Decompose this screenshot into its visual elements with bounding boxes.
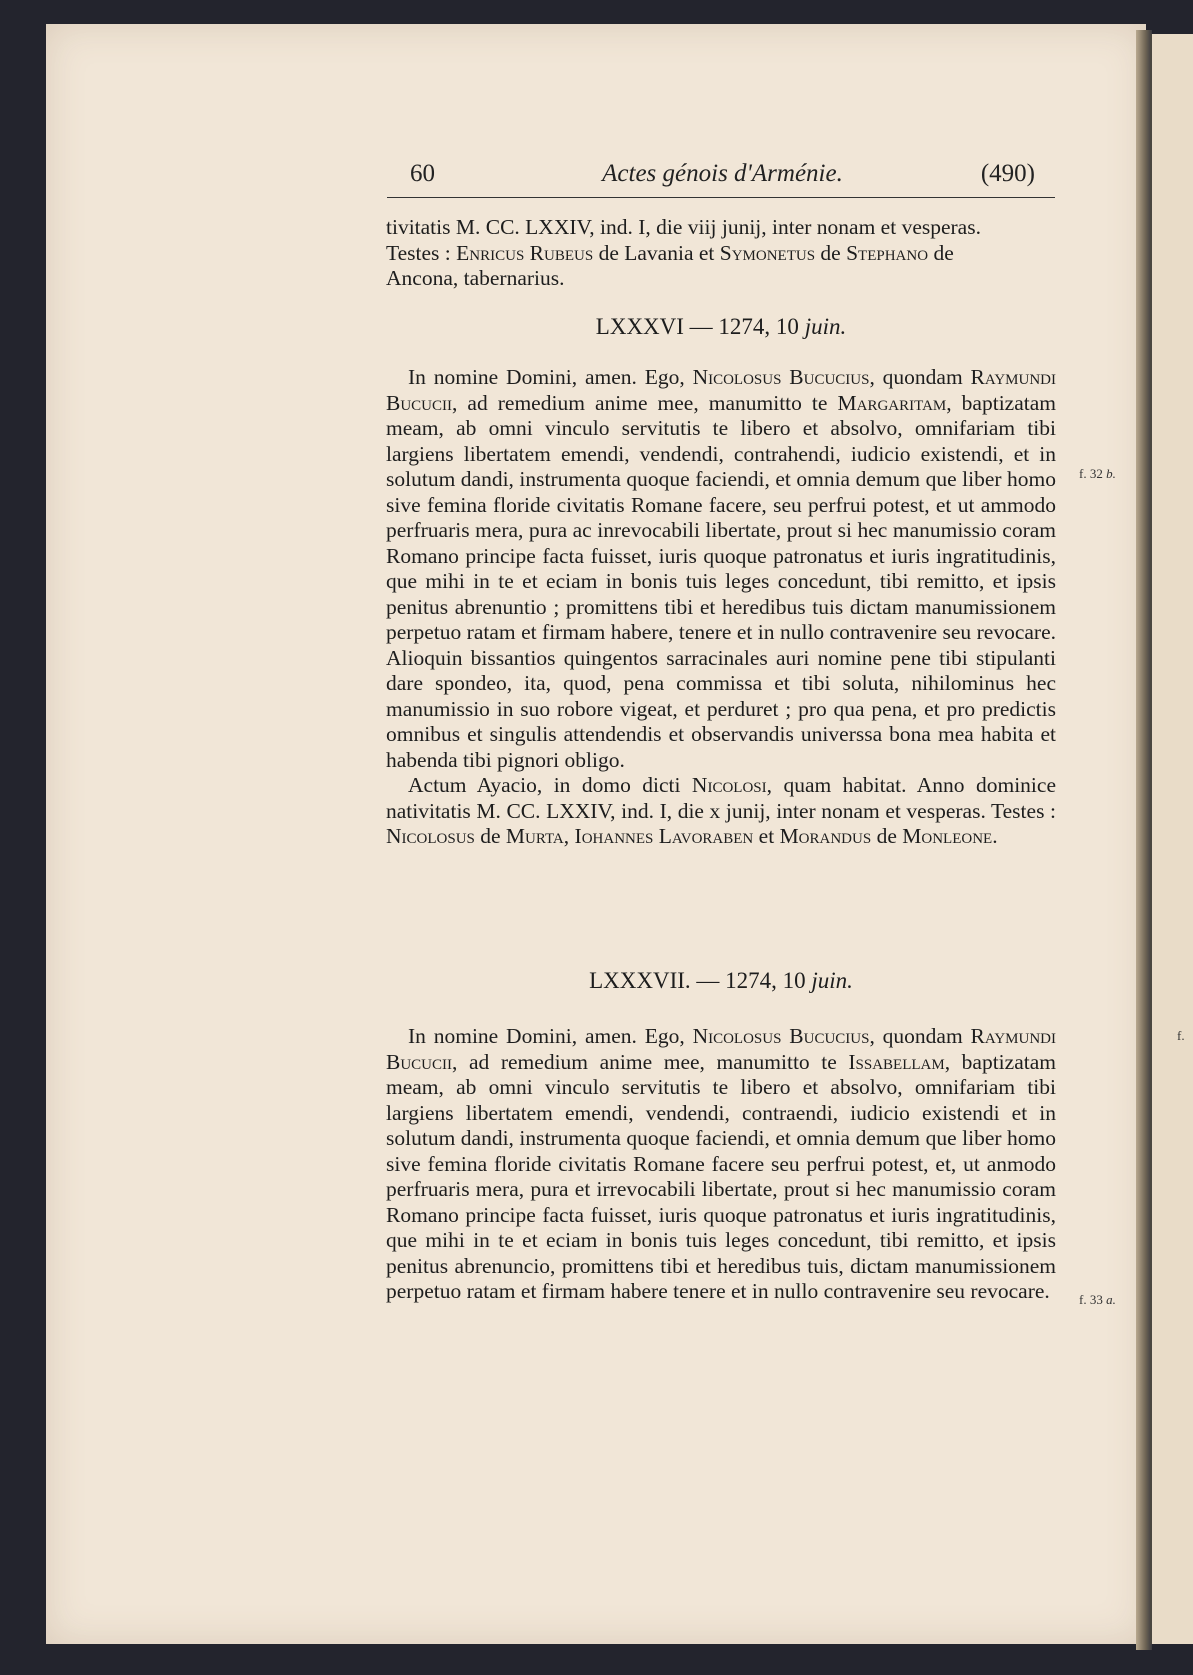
margin-note-folio: f. bbox=[1177, 1028, 1185, 1043]
document-87-paragraph-1: In nomine Domini, amen. Ego, Nicolosus Bucucius, quondam Raymundi Bucucii, ad remedium anime mee, manumitto te Issabellam, baptizatam meam, ab omni vinculo servitutis te libero et absolvo, omnifariam tibi largiens libertatem emendi, vendendi, contraendi, iudicio existendi et in solutum dandi, instrumenta quoque faciendi, et omnia demum que liber homo sive femina floride civitatis Romane facere seu perfrui potest, et, ut anmodo perfruaris mera, pura et irrevocabili libertate, prout si hec manumissio coram Romano principe facta fuisset, iuris quoque patronatus et iuris ingratitudinis, que mihi in te et eciam in bonis tuis leges concedunt, tibi remitto, et ipsis penitus abrenuncio, promittens tibi et heredibus tuis, dictam manumissionem perpetuo ratam et firmam habere tenere et in nullo contravenire seu revocare. bbox=[386, 1024, 1056, 1303]
continuation-line-3: Ancona, tabernarius. bbox=[386, 266, 565, 290]
continuation-block bbox=[386, 215, 1056, 292]
document-86-paragraph-2: Actum Ayacio, in domo dicti Nicolosi, quam habitat. Anno dominice nativitatis M. CC. LXXIV, ind. I, die x junij, inter nonam et vesperas. Testes : Nicolosus de Murta, Iohannes Lavoraben et Morandus de Monleone. bbox=[386, 773, 1056, 848]
running-title: Actes génois d'Arménie. bbox=[602, 160, 843, 187]
header-rule bbox=[387, 197, 1055, 198]
continuation-line-2: Testes : Enricus Rubeus de Lavania et Symonetus de Stephano de bbox=[386, 240, 954, 265]
running-header bbox=[390, 160, 1055, 200]
page-number: 60 bbox=[410, 160, 435, 187]
continuation-line-1: tivitatis M. CC. LXXIV, ind. I, die viij junij, inter nonam et vesperas. bbox=[386, 215, 981, 239]
document-heading-86: LXXXVI — 1274, 10 juin. bbox=[595, 314, 847, 339]
section-number: (490) bbox=[980, 160, 1035, 187]
document-86-paragraph-1: In nomine Domini, amen. Ego, Nicolosus Bucucius, quondam Raymundi Bucucii, ad remedium anime mee, manumitto te Margaritam, baptizatam meam, ab omni vinculo servitutis te libero et absolvo, omnifariam tibi largiens libertatem emendi, vendendi, contrahendi, iudicio existendi, et in solutum dandi, instrumenta quoque faciendi, et omnia demum que liber homo sive femina floride civitatis Romane facere, seu perfrui potest, et ut ammodo perfruaris mera, pura ac inrevocabili libertate, prout si hec manumissio coram Romano principe facta fuisset, iuris quoque patronatus et iuris ingratitudinis, que mihi in te et eciam in bonis tuis leges concedunt, tibi remitto, et ipsis penitus abrenuntio ; promittens tibi et heredibus tuis dictam manumissionem perpetuo ratam et firmam habere, tenere et in nullo contravenire seu revocare. Alioquin bissantios quingentos sarracinales auri nomine pene tibi stipulanti dare spondeo, ita, quod, pena commissa et tibi soluta, nihilominus hec manumissio in suo robore vigeat, et perduret ; pro qua pena, et pro predictis omnibus et singulis attendendis et observandis universsa bona mea habita et habenda tibi pignori obligo. bbox=[386, 365, 1056, 772]
margin-note-folio-33a: f. 33 a. bbox=[1079, 1292, 1116, 1307]
facing-page-edge bbox=[1150, 34, 1193, 1644]
margin-note-folio-32b: f. 32 b. bbox=[1079, 466, 1116, 481]
document-heading-87: LXXXVII. — 1274, 10 juin. bbox=[589, 968, 853, 993]
document-87-body bbox=[386, 1024, 1056, 1305]
document-86-body bbox=[386, 365, 1056, 850]
